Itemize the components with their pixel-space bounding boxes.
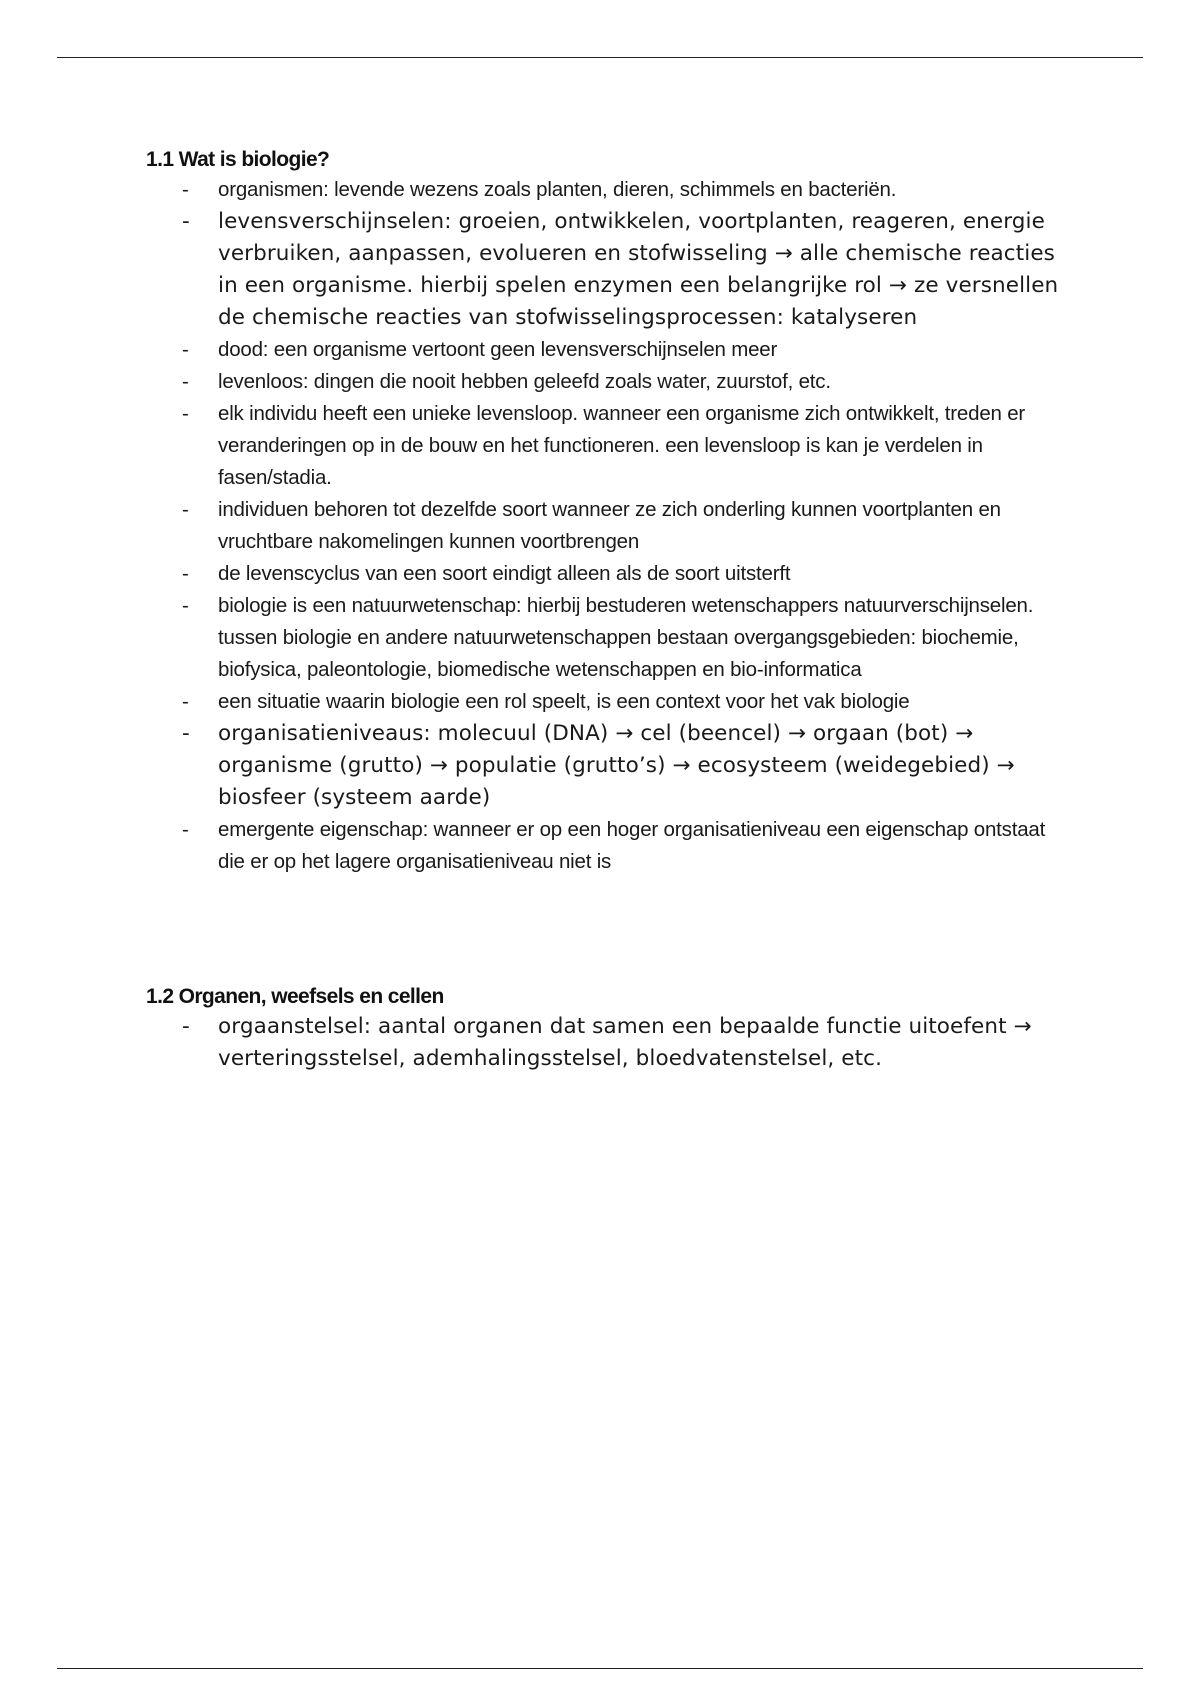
list-item — [146, 558, 1076, 590]
list-item — [146, 686, 1076, 718]
bullet-dash: - — [182, 721, 190, 746]
section-heading: 1.1 Wat is biologie? — [146, 148, 330, 171]
list-item-text: biologie is een natuurwetenschap: hierbij bestuderen wetenschappers natuurverschijnselen. tussen biologie en andere natuurwetenschappen bestaan overgangsgebieden: biochemie, biofysica, paleontologie, biomedische wetenschappen en bio-informatica — [218, 594, 1034, 681]
list-item-text: dood: een organisme vertoont geen levensverschijnselen meer — [218, 338, 778, 361]
header-rule — [57, 57, 1143, 58]
list-item — [146, 334, 1076, 366]
list-item — [146, 206, 1076, 334]
bullet-dash: - — [182, 562, 189, 585]
bullet-dash: - — [182, 498, 189, 521]
list-item — [146, 1011, 1076, 1075]
list-item-text: elk individu heeft een unieke levensloop. wanneer een organisme zich ontwikkelt, treden er veranderingen op in de bouw en het functioneren. een levensloop is kan je verdelen in fasen/stadia. — [218, 402, 1026, 489]
bullet-dash: - — [182, 209, 190, 234]
list-item — [146, 398, 1076, 494]
list-item-text: individuen behoren tot dezelfde soort wanneer ze zich onderling kunnen voortplanten en vruchtbare nakomelingen kunnen voortbrengen — [218, 498, 1001, 553]
section-organen-weefsels-cellen — [146, 983, 1076, 1075]
section-wat-is-biologie — [146, 146, 1076, 878]
list-item — [146, 174, 1076, 206]
list-item-text: organismen: levende wezens zoals planten, dieren, schimmels en bacteriën. — [218, 178, 897, 201]
list-item-text: organisatieniveaus: molecuul (DNA) → cel (beencel) → orgaan (bot) → organisme (grutto) → populatie (grutto’s) → ecosysteem (weidegebied) → biosfeer (systeem aarde) — [218, 721, 1015, 810]
bullet-list — [146, 174, 1076, 878]
list-item — [146, 494, 1076, 558]
list-item — [146, 718, 1076, 814]
list-item-text: een situatie waarin biologie een rol speelt, is een context voor het vak biologie — [218, 690, 910, 713]
footer-rule — [57, 1668, 1143, 1669]
bullet-dash: - — [182, 370, 189, 393]
bullet-list — [146, 1011, 1076, 1075]
list-item — [146, 590, 1076, 686]
bullet-dash: - — [182, 594, 189, 617]
list-item-text: de levenscyclus van een soort eindigt alleen als de soort uitsterft — [218, 562, 791, 585]
section-heading: 1.2 Organen, weefsels en cellen — [146, 985, 444, 1008]
list-item-text: levensverschijnselen: groeien, ontwikkelen, voortplanten, reageren, energie verbruiken, aanpassen, evolueren en stofwisseling → alle chemische reacties in een organisme. hierbij spelen enzymen een belangrijke rol → ze versnellen de chemische reacties van stofwisselingsprocessen: katalyseren — [218, 209, 1059, 330]
list-item — [146, 814, 1076, 878]
list-item — [146, 366, 1076, 398]
bullet-dash: - — [182, 402, 189, 425]
bullet-dash: - — [182, 178, 189, 201]
list-item-text: orgaanstelsel: aantal organen dat samen een bepaalde functie uitoefent → verteringsstelsel, ademhalingsstelsel, bloedvatenstelsel, etc. — [218, 1014, 1032, 1071]
bullet-dash: - — [182, 338, 189, 361]
bullet-dash: - — [182, 818, 189, 841]
list-item-text: emergente eigenschap: wanneer er op een hoger organisatieniveau een eigenschap ontstaat die er op het lagere organisatieniveau niet is — [218, 818, 1046, 873]
list-item-text: levenloos: dingen die nooit hebben geleefd zoals water, zuurstof, etc. — [218, 370, 831, 393]
bullet-dash: - — [182, 690, 189, 713]
bullet-dash: - — [182, 1014, 190, 1039]
